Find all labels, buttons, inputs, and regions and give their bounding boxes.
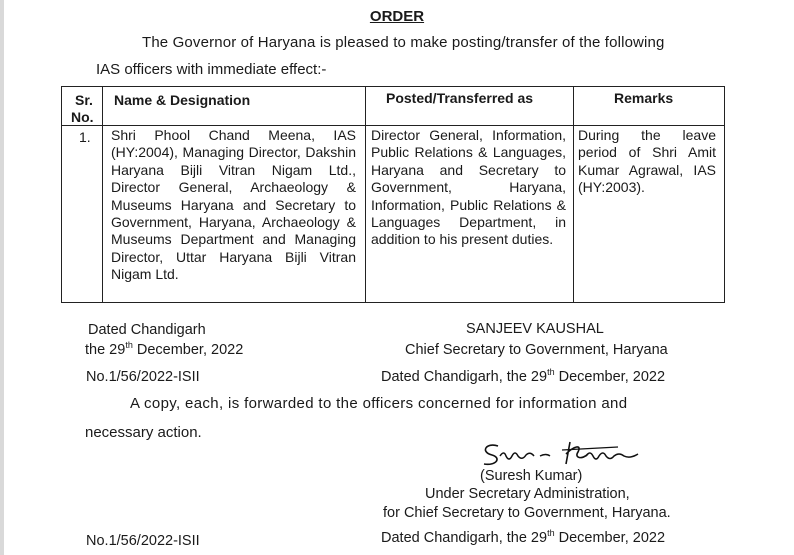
header-posted-transferred: Posted/Transferred as: [386, 90, 534, 106]
page-edge: [0, 0, 4, 555]
header-sr: Sr.: [75, 92, 93, 108]
column-divider: [365, 87, 366, 302]
signatory-title: Chief Secretary to Government, Haryana: [405, 342, 668, 358]
intro-line-2: IAS officers with immediate effect:-: [96, 61, 327, 78]
copy-line-1: A copy, each, is forwarded to the officers concerned for information and: [130, 395, 628, 412]
handwritten-signature: [478, 438, 668, 470]
signer-title-1: Under Secretary Administration,: [425, 486, 630, 502]
intro-line-1: The Governor of Haryana is pleased to make posting/transfer of the following: [142, 34, 665, 51]
endorsement-2-number: No.1/56/2022-ISII: [86, 533, 200, 549]
column-divider: [573, 87, 574, 302]
endorsement-date: Dated Chandigarh, the 29th December, 2022: [381, 367, 666, 385]
signer-name: (Suresh Kumar): [480, 468, 583, 484]
header-sr-no: No.: [71, 109, 94, 125]
copy-line-2: necessary action.: [85, 424, 202, 441]
row-posted-transferred: Director General, Information, Public Relations & Languages, Haryana and Secretary to Government, Haryana, Information, Public Relations & Languages Department, in addition to his present duties.: [371, 127, 566, 248]
row-remarks: During the leave period of Shri Amit Kumar Agrawal, IAS (HY:2003).: [578, 127, 716, 196]
signer-title-2: for Chief Secretary to Government, Haryana.: [383, 505, 671, 521]
header-divider: [62, 125, 724, 126]
signatory-name: SANJEEV KAUSHAL: [466, 321, 604, 337]
order-date: the 29th December, 2022: [85, 340, 244, 358]
row-name-designation: Shri Phool Chand Meena, IAS (HY:2004), Managing Director, Dakshin Haryana Bijli Vitran Nigam Ltd., Director General, Archaeology & Museums Haryana and Secretary to Government, Haryana, Archaeology & Museums Department and Managing Director, Uttar Haryana Bijli Vitran Nigam Ltd.: [111, 127, 356, 283]
endorsement-number: No.1/56/2022-ISII: [86, 369, 200, 385]
endorsement-2-date: Dated Chandigarh, the 29th December, 2022: [381, 528, 666, 546]
order-title: ORDER: [369, 8, 425, 25]
header-remarks: Remarks: [614, 90, 674, 106]
posting-table: [61, 86, 725, 303]
row-sr: 1.: [79, 129, 91, 145]
column-divider: [102, 87, 103, 302]
header-name-designation: Name & Designation: [114, 92, 251, 108]
dated-place: Dated Chandigarh: [88, 322, 206, 338]
